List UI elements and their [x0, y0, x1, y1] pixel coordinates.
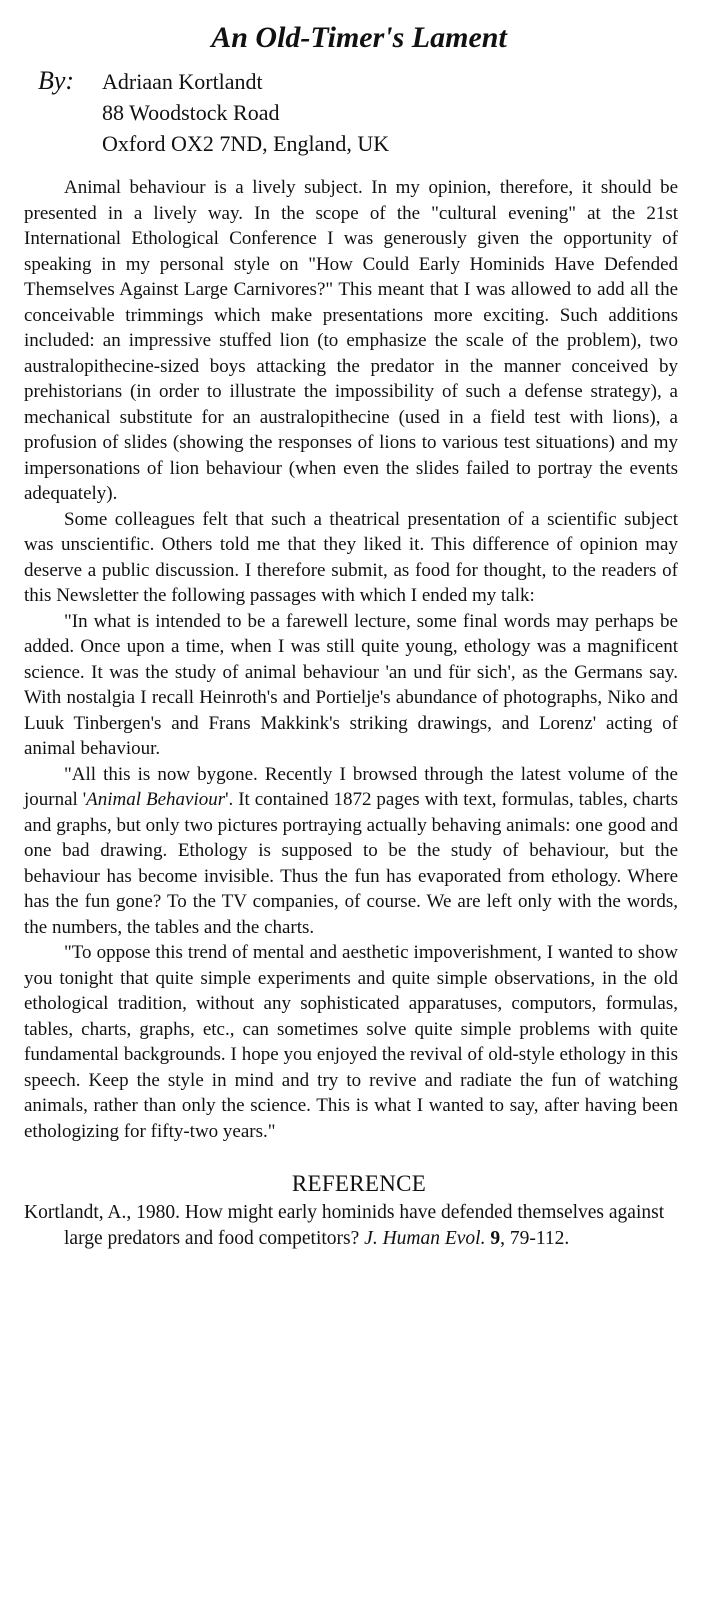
paragraph-5: "To oppose this trend of mental and aesthetic impoverishment, I wanted to show you tonight that quite simple experiments and quite simple observations, in the old ethological tradition, without any sophisticated apparatuses, computors, formulas, tables, charts, graphs, etc., can sometimes solve quite simple problems with quite fundamental backgrounds. I hope you enjoyed the revival of old-style ethology in this speech. Keep the style in mind and try to revive and radiate the fun of watching animals, rather than only the science. This is what I wanted to say, after having been ethologizing for fifty-two years."	[24, 942, 678, 1142]
reference-journal: J. Human Evol.	[364, 1228, 486, 1249]
reference-pages: , 79-112.	[500, 1228, 570, 1249]
byline-label: By:	[38, 66, 75, 95]
byline	[24, 66, 678, 159]
paragraph-4	[24, 762, 678, 941]
author-city: Oxford OX2 7ND, England, UK	[102, 131, 390, 156]
paragraph-4-end: '. It contained 1872 pages with text, formulas, tables, charts and graphs, but only two pictures portraying actually behaving animals: one good and one bad drawing. Ethology is supposed to be the study of behaviour, but the behaviour has become invisible. Thus the fun has evaporated from ethology. Where has the fun gone? To the TV companies, of course. We are left only with the words, the numbers, the tables and the charts.	[24, 789, 679, 938]
paragraph-3: "In what is intended to be a farewell lecture, some final words may perhaps be added. Once upon a time, when I was still quite young, ethology was a magnificent science. It was the study of animal behaviour 'an und für sich', as the Germans say. With nostalgia I recall Heinroth's and Portielje's abundance of photographs, Niko and Luuk Tinbergen's and Frans Makkink's striking drawings, and Lorenz' acting of animal behaviour.	[24, 610, 678, 759]
article-title: An Old-Timer's Lament	[211, 21, 507, 54]
author-name: Adriaan Kortlandt	[102, 69, 263, 94]
reference-heading: REFERENCE	[291, 1171, 427, 1196]
journal-title: Animal Behaviour	[86, 789, 226, 810]
author-address	[102, 66, 389, 159]
reference-text: Kortlandt, A., 1980. How might early hominids have defended themselves against large predators and food competitors?	[24, 1202, 665, 1249]
reference-volume: 9	[490, 1228, 501, 1249]
author-street: 88 Woodstock Road	[102, 100, 280, 125]
paragraph-1: Animal behaviour is a lively subject. In my opinion, therefore, it should be presented in a lively way. In the scope of the "cultural evening" at the 21st International Ethological Conference I was generously given the opportunity of speaking in my personal style on "How Could Early Hominids Have Defended Themselves Against Large Carnivores?" This meant that I was allowed to add all the conceivable trimmings which make presentations more exciting. Such additions included: an impressive stuffed lion (to emphasize the scale of the problem), two australopithecine-sized boys attacking the predator in the manner conceived by prehistorians (in order to illustrate the impossibility of such a defense strategy), a mechanical substitute for an australopithecine (used in a field test with lions), a profusion of slides (showing the responses of lions to various test situations) and my impersonations of lion behaviour (when even the slides failed to portray the events adequately).	[24, 177, 678, 504]
paragraph-4-start: "All this is now bygone. Recently I browsed through the latest volume of the journal '	[24, 763, 678, 810]
reference-entry	[24, 1200, 678, 1252]
paragraph-2: Some colleagues felt that such a theatrical presentation of a scientific subject was unscientific. Others told me that they liked it. This difference of opinion may deserve a public discussion. I therefore submit, as food for thought, to the readers of this Newsletter the following passages with which I ended my talk:	[24, 508, 678, 606]
article-body	[24, 175, 678, 1144]
